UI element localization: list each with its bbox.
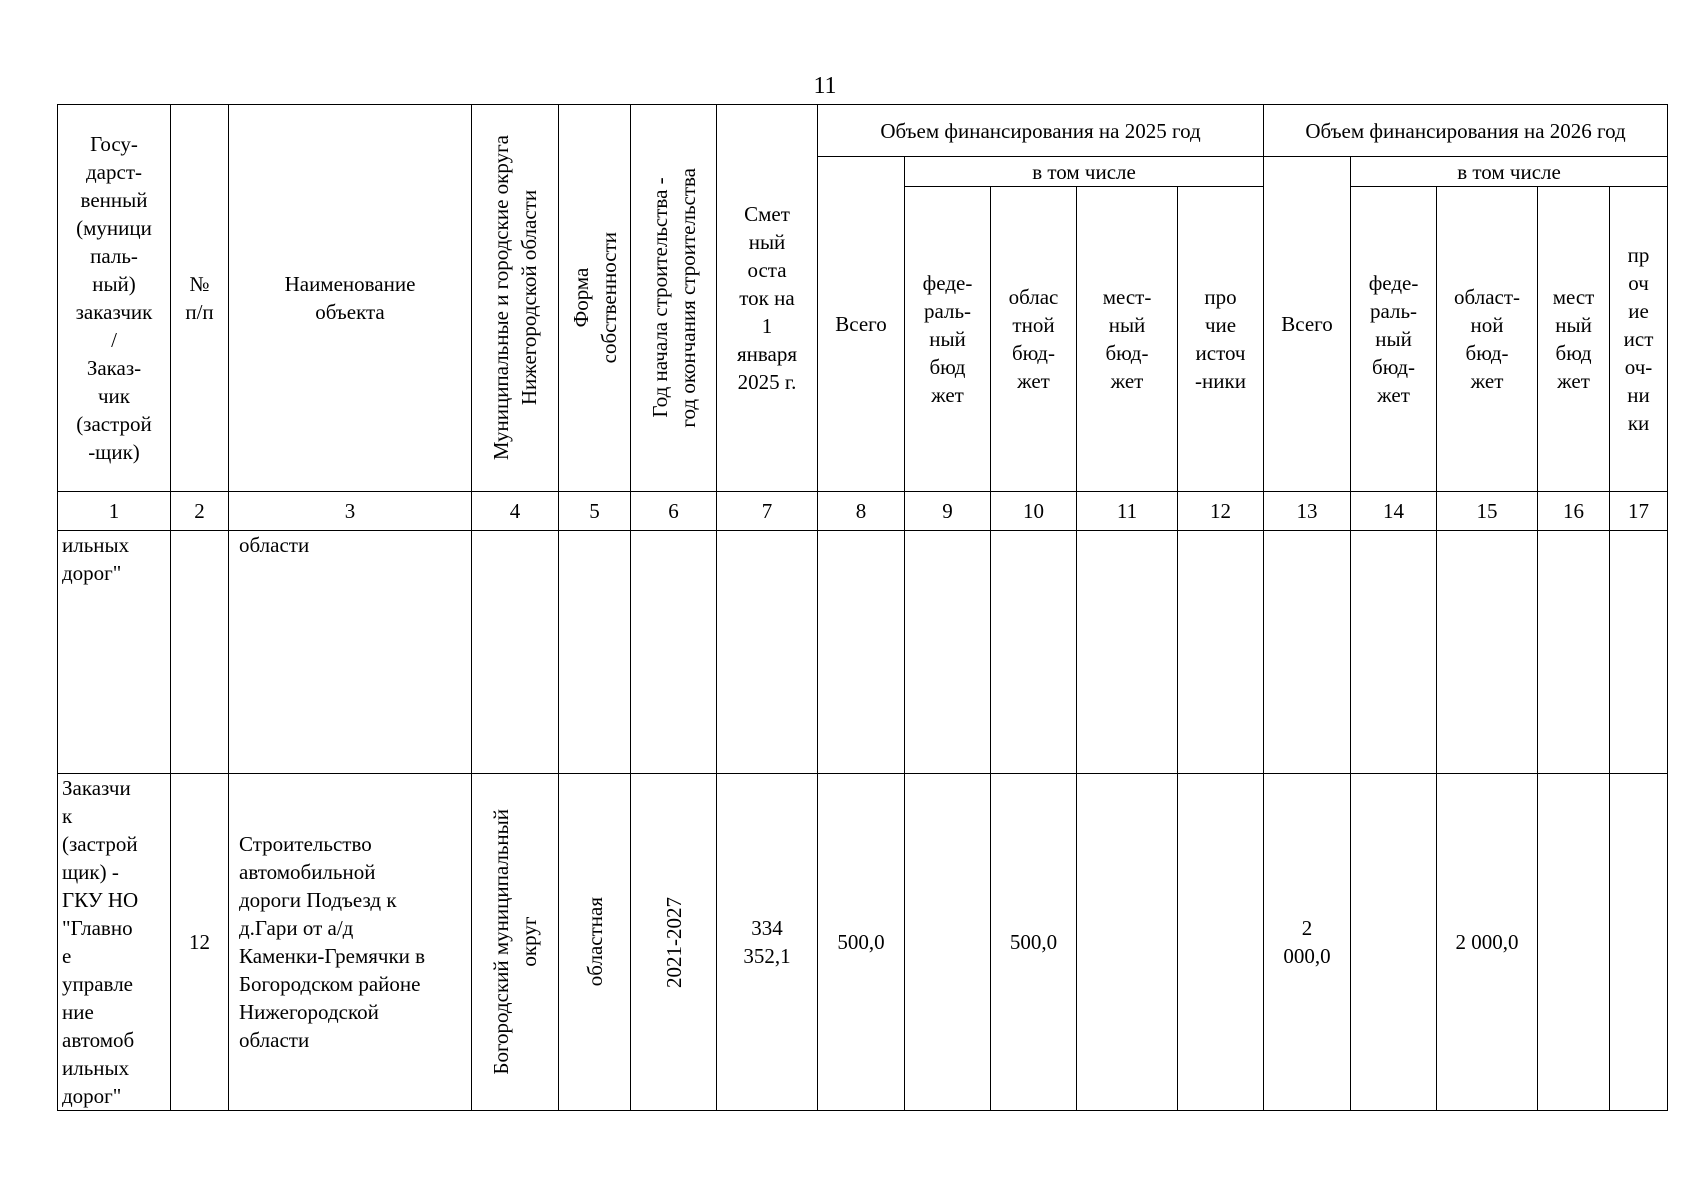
cell-num: 12 xyxy=(171,774,229,1111)
header-including-2026: в том числе xyxy=(1351,157,1668,187)
header-municipality-text: Муниципальные и городские округа Нижегородской области xyxy=(489,135,541,461)
cell-years xyxy=(631,531,717,774)
cell-years-text: 2021-2027 xyxy=(661,896,686,988)
cell-other-2026 xyxy=(1610,774,1668,1111)
column-number: 13 xyxy=(1264,492,1351,531)
cell-other-2025 xyxy=(1178,531,1264,774)
header-municipality xyxy=(472,105,559,492)
financing-table xyxy=(57,104,1668,1111)
column-number: 11 xyxy=(1077,492,1178,531)
cell-ownership xyxy=(559,531,631,774)
column-number: 9 xyxy=(905,492,991,531)
header-local-2025: мест- ный бюд- жет xyxy=(1077,187,1178,492)
header-customer: Госу- дарст- венный (муници паль- ный) заказчик / Заказ- чик (застрой -щик) xyxy=(58,105,171,492)
column-number: 1 xyxy=(58,492,171,531)
header-funding-2026: Объем финансирования на 2026 год xyxy=(1264,105,1668,157)
cell-years xyxy=(631,774,717,1111)
cell-total-2025 xyxy=(818,531,905,774)
cell-local-2026 xyxy=(1538,774,1610,1111)
column-number: 12 xyxy=(1178,492,1264,531)
header-row-1 xyxy=(58,105,1668,157)
cell-regional-2026: 2 000,0 xyxy=(1437,774,1538,1111)
page-number: 11 xyxy=(813,73,837,99)
column-number: 5 xyxy=(559,492,631,531)
cell-ownership xyxy=(559,774,631,1111)
header-total-2025: Всего xyxy=(818,157,905,492)
cell-regional-2025: 500,0 xyxy=(991,774,1077,1111)
column-number: 8 xyxy=(818,492,905,531)
cell-estimate xyxy=(717,531,818,774)
cell-object-name: Строительство автомобильной дороги Подъезд к д.Гари от а/д Каменки-Гремячки в Богородском районе Нижегородской области xyxy=(229,774,472,1111)
cell-municipality xyxy=(472,774,559,1111)
cell-municipality-text: Богородский муниципальный округ xyxy=(489,809,541,1075)
cell-local-2025 xyxy=(1077,774,1178,1111)
header-regional-2025: облас тной бюд- жет xyxy=(991,187,1077,492)
header-local-2026: мест ный бюд жет xyxy=(1538,187,1610,492)
header-including-2025: в том числе xyxy=(905,157,1264,187)
cell-other-2026 xyxy=(1610,531,1668,774)
header-regional-2026: област- ной бюд- жет xyxy=(1437,187,1538,492)
column-number: 6 xyxy=(631,492,717,531)
header-funding-2025: Объем финансирования на 2025 год xyxy=(818,105,1264,157)
cell-federal-2026 xyxy=(1351,531,1437,774)
header-ownership-text: Форма собственности xyxy=(568,232,621,364)
cell-estimate: 334 352,1 xyxy=(717,774,818,1111)
header-total-2026: Всего xyxy=(1264,157,1351,492)
column-number-row xyxy=(58,492,1668,531)
header-other-2025: про чие источ -ники xyxy=(1178,187,1264,492)
cell-regional-2025 xyxy=(991,531,1077,774)
cell-total-2026 xyxy=(1264,531,1351,774)
table-row xyxy=(58,774,1668,1111)
cell-total-2026: 2 000,0 xyxy=(1264,774,1351,1111)
cell-object-name: области xyxy=(229,531,472,774)
cell-federal-2026 xyxy=(1351,774,1437,1111)
header-years xyxy=(631,105,717,492)
cell-regional-2026 xyxy=(1437,531,1538,774)
cell-other-2025 xyxy=(1178,774,1264,1111)
cell-ownership-text: областная xyxy=(582,897,607,987)
cell-federal-2025 xyxy=(905,531,991,774)
column-number: 15 xyxy=(1437,492,1538,531)
column-number: 16 xyxy=(1538,492,1610,531)
cell-customer: Заказчи к (застрой щик) - ГКУ НО "Главно е управле ние автомоб ильных дорог" xyxy=(58,774,171,1111)
header-estimate: Смет ный оста ток на 1 января 2025 г. xyxy=(717,105,818,492)
cell-municipality xyxy=(472,531,559,774)
cell-customer: ильных дорог" xyxy=(58,531,171,774)
header-object-name: Наименование объекта xyxy=(229,105,472,492)
column-number: 10 xyxy=(991,492,1077,531)
header-num: № п/п xyxy=(171,105,229,492)
cell-num xyxy=(171,531,229,774)
cell-local-2026 xyxy=(1538,531,1610,774)
cell-local-2025 xyxy=(1077,531,1178,774)
table-row xyxy=(58,531,1668,774)
column-number: 14 xyxy=(1351,492,1437,531)
header-federal-2026: феде- раль- ный бюд- жет xyxy=(1351,187,1437,492)
header-other-2026: пр оч ие ист оч- ни ки xyxy=(1610,187,1668,492)
column-number: 7 xyxy=(717,492,818,531)
column-number: 17 xyxy=(1610,492,1668,531)
cell-federal-2025 xyxy=(905,774,991,1111)
header-years-text: Год начала строительства - год окончания строительства xyxy=(647,168,700,428)
header-federal-2025: феде- раль- ный бюд жет xyxy=(905,187,991,492)
column-number: 2 xyxy=(171,492,229,531)
cell-total-2025: 500,0 xyxy=(818,774,905,1111)
column-number: 4 xyxy=(472,492,559,531)
column-number: 3 xyxy=(229,492,472,531)
header-ownership xyxy=(559,105,631,492)
